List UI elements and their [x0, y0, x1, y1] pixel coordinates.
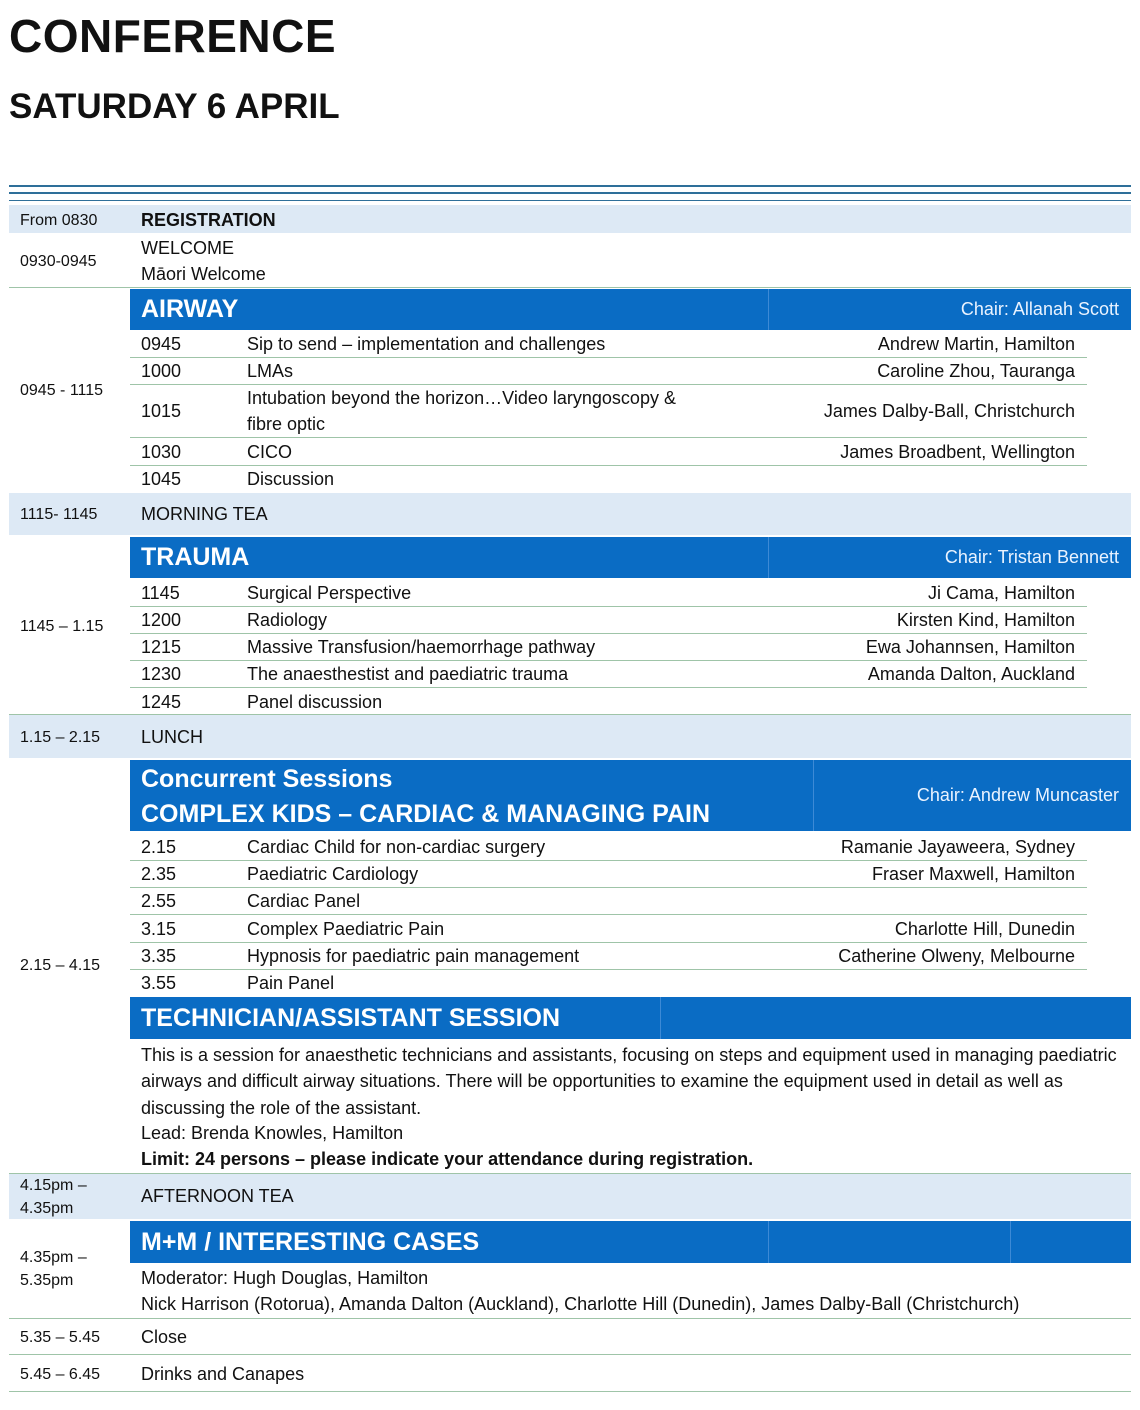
talk-title: Cardiac Child for non-cardiac surgery: [247, 837, 546, 857]
technician-lead: Lead: Brenda Knowles, Hamilton: [141, 1123, 404, 1143]
header-divider: [768, 1221, 769, 1263]
page-subtitle: SATURDAY 6 APRIL: [9, 87, 340, 126]
talk-title: LMAs: [247, 361, 294, 381]
talk-title: Paediatric Cardiology: [247, 864, 419, 884]
talk-speaker: Ramanie Jayaweera, Sydney: [840, 837, 1075, 857]
talk-title: Discussion: [247, 469, 335, 489]
row-divider: [130, 660, 1087, 661]
talk-speaker: Ji Cama, Hamilton: [927, 583, 1075, 603]
talk-speaker: Charlotte Hill, Dunedin: [894, 919, 1075, 939]
row-divider: [9, 287, 1131, 288]
welcome-label: WELCOME: [141, 238, 235, 258]
maori-welcome-label: Māori Welcome: [141, 264, 266, 284]
talk-title: Pain Panel: [247, 973, 335, 993]
header-divider: [768, 289, 769, 330]
morning-tea-label: MORNING TEA: [141, 504, 268, 524]
talk-time: 1015: [141, 401, 182, 421]
talk-title: Complex Paediatric Pain: [247, 919, 445, 939]
talk-speaker: Andrew Martin, Hamilton: [877, 334, 1075, 354]
talk-title: Panel discussion: [247, 692, 383, 712]
talk-title: Intubation beyond the horizon…Video laryngoscopy &: [247, 388, 676, 408]
talk-title: Cardiac Panel: [247, 891, 361, 911]
technician-header: [130, 997, 1131, 1039]
top-rule: [9, 192, 1131, 194]
header-divider: [1010, 1221, 1011, 1263]
row-divider: [130, 914, 1087, 915]
talk-title: Sip to send – implementation and challenges: [247, 334, 606, 354]
trauma-header: [130, 537, 1131, 578]
mm-header: [130, 1221, 1131, 1263]
talk-title: The anaesthestist and paediatric trauma: [247, 664, 569, 684]
talk-title: Massive Transfusion/haemorrhage pathway: [247, 637, 596, 657]
talk-title-continued: fibre optic: [247, 414, 326, 434]
welcome-time: 0930-0945: [20, 253, 97, 270]
talk-speaker: James Dalby-Ball, Christchurch: [823, 401, 1075, 421]
mm-moderator: Moderator: Hugh Douglas, Hamilton: [141, 1268, 429, 1288]
registration-label: REGISTRATION: [141, 210, 276, 230]
technician-limit: Limit: 24 persons – please indicate your attendance during registration.: [141, 1149, 754, 1169]
afternoon-tea-label: AFTERNOON TEA: [141, 1186, 294, 1206]
page-title: CONFERENCE: [9, 10, 337, 62]
row-divider: [130, 357, 1087, 358]
technician-title: TECHNICIAN/ASSISTANT SESSION: [141, 1004, 561, 1032]
talk-title: Surgical Perspective: [247, 583, 412, 603]
trauma-chair: Chair: Tristan Bennett: [944, 547, 1119, 567]
row-divider: [130, 942, 1087, 943]
registration-time: From 0830: [20, 212, 98, 229]
talk-time: 1145: [141, 583, 180, 603]
lunch-time: 1.15 – 2.15: [20, 729, 101, 746]
talk-time: 2.35: [141, 864, 177, 884]
close-label: Close: [141, 1327, 188, 1347]
drinks-time: 5.45 – 6.45: [20, 1366, 101, 1383]
airway-header: [130, 289, 1131, 330]
talk-time: 1215: [141, 637, 182, 657]
row-divider: [9, 1391, 1131, 1392]
row-divider: [130, 633, 1087, 634]
talk-speaker: Kirsten Kind, Hamilton: [896, 610, 1075, 630]
header-divider: [768, 537, 769, 578]
talk-speaker: James Broadbent, Wellington: [840, 442, 1075, 462]
concurrent-chair: Chair: Andrew Muncaster: [916, 785, 1119, 805]
close-time: 5.35 – 5.45: [20, 1329, 101, 1346]
talk-speaker: Ewa Johannsen, Hamilton: [865, 637, 1075, 657]
talk-time: 1200: [141, 610, 182, 630]
row-divider: [130, 687, 1087, 688]
row-divider: [130, 437, 1087, 438]
talk-time: 1045: [141, 469, 182, 489]
trauma-time: 1145 – 1.15: [20, 618, 104, 635]
header-divider: [660, 997, 661, 1039]
talk-time: 2.55: [141, 891, 177, 911]
talk-speaker: Caroline Zhou, Tauranga: [877, 361, 1075, 381]
concurrent-time: 2.15 – 4.15: [20, 957, 101, 974]
lunch-label: LUNCH: [141, 727, 204, 747]
talk-time: 1230: [141, 664, 182, 684]
talk-time: 1030: [141, 442, 182, 462]
row-divider: [130, 860, 1087, 861]
mm-time: 4.35pm –: [20, 1249, 87, 1266]
technician-description: This is a session for anaesthetic technicians and assistants, focusing on steps and equipment used in managing paediatric airways and difficult airway situations. There will be opportunities to examine the equipment used in detail as well as discussing the role of the assistant.: [141, 1045, 1117, 1118]
talk-time: 3.15: [141, 919, 177, 939]
afternoon-tea-time-end: 4.35pm: [20, 1200, 74, 1217]
mm-time-end: 5.35pm: [20, 1272, 74, 1289]
talk-time: 3.55: [141, 973, 177, 993]
row-divider: [9, 1354, 1131, 1355]
talk-time: 0945: [141, 334, 182, 354]
talk-time: 1245: [141, 692, 182, 712]
talk-time: 1000: [141, 361, 182, 381]
airway-time: 0945 - 1115: [20, 382, 104, 399]
drinks-label: Drinks and Canapes: [141, 1364, 305, 1384]
mm-title: M+M / INTERESTING CASES: [141, 1228, 480, 1256]
trauma-title: TRAUMA: [141, 543, 250, 571]
concurrent-header: [130, 760, 1131, 831]
talk-time: 2.15: [141, 837, 177, 857]
top-rule: [9, 185, 1131, 187]
row-divider: [130, 969, 1087, 970]
talk-title: Radiology: [247, 610, 328, 630]
concurrent-title: Concurrent Sessions: [141, 765, 393, 793]
talk-title: CICO: [247, 442, 292, 462]
row-divider: [130, 887, 1087, 888]
row-divider: [130, 465, 1087, 466]
mm-panel: Nick Harrison (Rotorua), Amanda Dalton (Auckland), Charlotte Hill (Dunedin), James Dalby-Ball (Christchurch): [141, 1294, 1020, 1314]
talk-speaker: Catherine Olweny, Melbourne: [838, 946, 1075, 966]
concurrent-subtitle: COMPLEX KIDS – CARDIAC & MANAGING PAIN: [141, 800, 711, 828]
row-divider: [9, 1318, 1131, 1319]
talk-speaker: Fraser Maxwell, Hamilton: [871, 864, 1075, 884]
talk-speaker: Amanda Dalton, Auckland: [867, 664, 1075, 684]
header-divider: [813, 760, 814, 831]
talk-time: 3.35: [141, 946, 177, 966]
row-divider: [130, 606, 1087, 607]
top-rule: [9, 200, 1131, 201]
airway-title: AIRWAY: [141, 295, 239, 323]
airway-chair: Chair: Allanah Scott: [960, 299, 1119, 319]
row-divider: [130, 384, 1087, 385]
morning-tea-time: 1115- 1145: [20, 506, 98, 523]
talk-title: Hypnosis for paediatric pain management: [247, 946, 580, 966]
afternoon-tea-time: 4.15pm –: [20, 1177, 87, 1194]
